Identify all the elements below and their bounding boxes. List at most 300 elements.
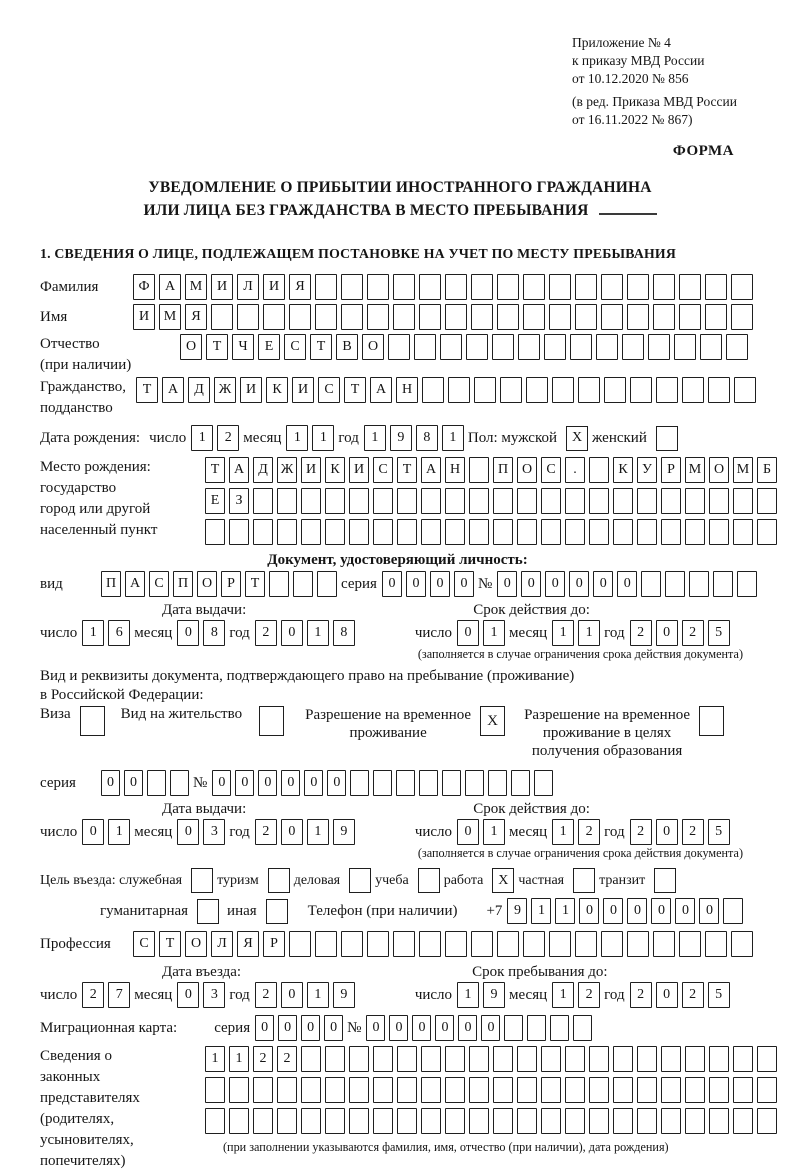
char-cell[interactable] — [518, 334, 540, 360]
char-cell[interactable] — [349, 1077, 369, 1103]
char-cell[interactable] — [565, 1108, 585, 1134]
char-cell[interactable] — [301, 519, 321, 545]
char-cell[interactable] — [421, 519, 441, 545]
char-cell[interactable]: 0 — [656, 982, 678, 1008]
char-cell[interactable]: 1 — [307, 620, 329, 646]
char-cell[interactable] — [613, 1108, 633, 1134]
char-cell[interactable] — [419, 274, 441, 300]
char-cell[interactable] — [469, 1108, 489, 1134]
char-cell[interactable]: Б — [757, 457, 777, 483]
char-cell[interactable]: М — [159, 304, 181, 330]
char-cell[interactable] — [575, 931, 597, 957]
char-cell[interactable]: 5 — [708, 982, 730, 1008]
char-cell[interactable]: Л — [211, 931, 233, 957]
char-cell[interactable] — [733, 488, 753, 514]
char-cell[interactable]: А — [159, 274, 181, 300]
char-cell[interactable]: И — [263, 274, 285, 300]
char-cell[interactable]: И — [301, 457, 321, 483]
purpose-private-checkbox[interactable] — [573, 868, 595, 893]
char-cell[interactable]: 0 — [212, 770, 231, 796]
char-cell[interactable] — [315, 304, 337, 330]
residence-permit-checkbox[interactable] — [259, 706, 284, 736]
char-cell[interactable]: А — [370, 377, 392, 403]
char-cell[interactable]: 2 — [682, 620, 704, 646]
char-cell[interactable] — [613, 1046, 633, 1072]
char-cell[interactable] — [685, 1046, 705, 1072]
char-cell[interactable] — [757, 488, 777, 514]
char-cell[interactable]: 1 — [457, 982, 479, 1008]
char-cell[interactable] — [414, 334, 436, 360]
char-cell[interactable] — [469, 1046, 489, 1072]
char-cell[interactable]: К — [325, 457, 345, 483]
char-cell[interactable] — [419, 770, 438, 796]
char-cell[interactable] — [601, 274, 623, 300]
char-cell[interactable]: 8 — [416, 425, 438, 451]
char-cell[interactable]: 0 — [281, 819, 303, 845]
char-cell[interactable]: А — [162, 377, 184, 403]
char-cell[interactable] — [388, 334, 410, 360]
char-cell[interactable] — [653, 304, 675, 330]
female-checkbox[interactable] — [656, 426, 678, 451]
char-cell[interactable] — [325, 488, 345, 514]
char-cell[interactable]: 0 — [177, 819, 199, 845]
char-cell[interactable] — [705, 931, 727, 957]
char-cell[interactable]: 1 — [191, 425, 213, 451]
char-cell[interactable] — [350, 770, 369, 796]
char-cell[interactable]: Т — [159, 931, 181, 957]
char-cell[interactable] — [211, 304, 233, 330]
char-cell[interactable] — [661, 1108, 681, 1134]
visa-checkbox[interactable] — [80, 706, 105, 736]
char-cell[interactable] — [517, 488, 537, 514]
char-cell[interactable] — [229, 1108, 249, 1134]
char-cell[interactable]: 0 — [327, 770, 346, 796]
char-cell[interactable]: Р — [221, 571, 241, 597]
char-cell[interactable] — [622, 334, 644, 360]
char-cell[interactable] — [469, 1077, 489, 1103]
char-cell[interactable] — [269, 571, 289, 597]
char-cell[interactable] — [575, 274, 597, 300]
char-cell[interactable]: 0 — [497, 571, 517, 597]
char-cell[interactable]: 1 — [286, 425, 308, 451]
char-cell[interactable] — [349, 1046, 369, 1072]
char-cell[interactable]: Р — [263, 931, 285, 957]
char-cell[interactable] — [613, 488, 633, 514]
char-cell[interactable] — [573, 1015, 592, 1041]
char-cell[interactable] — [445, 1108, 465, 1134]
char-cell[interactable] — [277, 488, 297, 514]
char-cell[interactable]: 2 — [253, 1046, 273, 1072]
char-cell[interactable]: 3 — [203, 982, 225, 1008]
char-cell[interactable] — [393, 931, 415, 957]
char-cell[interactable] — [325, 519, 345, 545]
char-cell[interactable]: Т — [136, 377, 158, 403]
char-cell[interactable] — [170, 770, 189, 796]
char-cell[interactable] — [656, 377, 678, 403]
char-cell[interactable] — [493, 488, 513, 514]
char-cell[interactable] — [731, 274, 753, 300]
char-cell[interactable] — [301, 1077, 321, 1103]
char-cell[interactable] — [293, 571, 313, 597]
char-cell[interactable] — [445, 931, 467, 957]
char-cell[interactable] — [397, 1077, 417, 1103]
char-cell[interactable]: 0 — [281, 770, 300, 796]
char-cell[interactable] — [301, 488, 321, 514]
char-cell[interactable] — [544, 334, 566, 360]
char-cell[interactable] — [565, 1077, 585, 1103]
purpose-study-checkbox[interactable] — [418, 868, 440, 893]
char-cell[interactable] — [679, 274, 701, 300]
char-cell[interactable]: 1 — [555, 898, 575, 924]
char-cell[interactable]: 0 — [458, 1015, 477, 1041]
char-cell[interactable] — [373, 1108, 393, 1134]
char-cell[interactable]: 0 — [281, 982, 303, 1008]
purpose-business-checkbox[interactable] — [349, 868, 371, 893]
temp-residence-checkbox[interactable]: X — [480, 706, 505, 736]
char-cell[interactable] — [726, 334, 748, 360]
char-cell[interactable] — [653, 931, 675, 957]
char-cell[interactable]: 1 — [578, 620, 600, 646]
char-cell[interactable] — [705, 274, 727, 300]
char-cell[interactable] — [589, 1077, 609, 1103]
char-cell[interactable] — [637, 1046, 657, 1072]
char-cell[interactable]: 0 — [177, 620, 199, 646]
char-cell[interactable]: 0 — [324, 1015, 343, 1041]
char-cell[interactable]: 1 — [312, 425, 334, 451]
char-cell[interactable]: 2 — [255, 982, 277, 1008]
char-cell[interactable]: 0 — [258, 770, 277, 796]
char-cell[interactable] — [253, 488, 273, 514]
char-cell[interactable]: К — [266, 377, 288, 403]
char-cell[interactable] — [349, 519, 369, 545]
char-cell[interactable]: Ч — [232, 334, 254, 360]
char-cell[interactable]: А — [229, 457, 249, 483]
char-cell[interactable] — [421, 1108, 441, 1134]
char-cell[interactable] — [565, 488, 585, 514]
char-cell[interactable]: 2 — [630, 620, 652, 646]
purpose-work-checkbox[interactable]: X — [492, 868, 514, 893]
char-cell[interactable] — [325, 1108, 345, 1134]
char-cell[interactable]: 2 — [255, 620, 277, 646]
char-cell[interactable] — [277, 1108, 297, 1134]
char-cell[interactable]: 0 — [627, 898, 647, 924]
char-cell[interactable] — [465, 770, 484, 796]
char-cell[interactable]: 2 — [277, 1046, 297, 1072]
char-cell[interactable]: Е — [205, 488, 225, 514]
char-cell[interactable] — [549, 931, 571, 957]
char-cell[interactable] — [471, 304, 493, 330]
char-cell[interactable]: 1 — [307, 982, 329, 1008]
char-cell[interactable] — [471, 931, 493, 957]
char-cell[interactable] — [500, 377, 522, 403]
char-cell[interactable] — [471, 274, 493, 300]
char-cell[interactable]: 1 — [442, 425, 464, 451]
char-cell[interactable] — [552, 377, 574, 403]
char-cell[interactable] — [627, 274, 649, 300]
char-cell[interactable] — [627, 304, 649, 330]
char-cell[interactable]: 0 — [481, 1015, 500, 1041]
temp-residence-edu-checkbox[interactable] — [699, 706, 724, 736]
char-cell[interactable]: С — [149, 571, 169, 597]
char-cell[interactable] — [523, 931, 545, 957]
char-cell[interactable]: 0 — [101, 770, 120, 796]
char-cell[interactable] — [613, 519, 633, 545]
char-cell[interactable]: 0 — [656, 819, 678, 845]
char-cell[interactable] — [613, 1077, 633, 1103]
char-cell[interactable] — [253, 519, 273, 545]
char-cell[interactable]: 2 — [630, 982, 652, 1008]
char-cell[interactable] — [709, 1046, 729, 1072]
char-cell[interactable] — [550, 1015, 569, 1041]
char-cell[interactable] — [589, 519, 609, 545]
char-cell[interactable] — [393, 274, 415, 300]
char-cell[interactable]: 2 — [682, 819, 704, 845]
char-cell[interactable]: 0 — [255, 1015, 274, 1041]
char-cell[interactable] — [349, 488, 369, 514]
char-cell[interactable] — [397, 488, 417, 514]
char-cell[interactable] — [497, 274, 519, 300]
char-cell[interactable] — [497, 931, 519, 957]
char-cell[interactable]: Т — [245, 571, 265, 597]
char-cell[interactable]: 1 — [552, 819, 574, 845]
char-cell[interactable] — [373, 1046, 393, 1072]
char-cell[interactable] — [504, 1015, 523, 1041]
char-cell[interactable] — [733, 1108, 753, 1134]
char-cell[interactable]: 0 — [545, 571, 565, 597]
char-cell[interactable] — [277, 519, 297, 545]
char-cell[interactable] — [445, 304, 467, 330]
char-cell[interactable] — [442, 770, 461, 796]
char-cell[interactable] — [523, 304, 545, 330]
char-cell[interactable]: О — [197, 571, 217, 597]
char-cell[interactable]: 1 — [108, 819, 130, 845]
char-cell[interactable] — [341, 274, 363, 300]
char-cell[interactable] — [445, 274, 467, 300]
char-cell[interactable] — [661, 1077, 681, 1103]
char-cell[interactable] — [367, 304, 389, 330]
char-cell[interactable] — [517, 1077, 537, 1103]
char-cell[interactable] — [709, 488, 729, 514]
char-cell[interactable] — [733, 519, 753, 545]
char-cell[interactable] — [709, 519, 729, 545]
char-cell[interactable] — [665, 571, 685, 597]
char-cell[interactable] — [637, 488, 657, 514]
char-cell[interactable] — [565, 1046, 585, 1072]
char-cell[interactable] — [604, 377, 626, 403]
char-cell[interactable] — [731, 931, 753, 957]
char-cell[interactable] — [469, 457, 489, 483]
char-cell[interactable] — [493, 1108, 513, 1134]
char-cell[interactable] — [325, 1077, 345, 1103]
char-cell[interactable]: 9 — [333, 819, 355, 845]
char-cell[interactable] — [541, 1077, 561, 1103]
char-cell[interactable]: С — [133, 931, 155, 957]
char-cell[interactable] — [757, 519, 777, 545]
char-cell[interactable]: 9 — [507, 898, 527, 924]
char-cell[interactable]: 0 — [699, 898, 719, 924]
char-cell[interactable] — [397, 519, 417, 545]
char-cell[interactable]: М — [685, 457, 705, 483]
char-cell[interactable] — [205, 1108, 225, 1134]
char-cell[interactable]: 0 — [382, 571, 402, 597]
char-cell[interactable] — [541, 1108, 561, 1134]
char-cell[interactable]: 3 — [203, 819, 225, 845]
char-cell[interactable]: 9 — [390, 425, 412, 451]
char-cell[interactable]: 0 — [603, 898, 623, 924]
char-cell[interactable] — [700, 334, 722, 360]
char-cell[interactable]: З — [229, 488, 249, 514]
char-cell[interactable] — [575, 304, 597, 330]
char-cell[interactable] — [589, 488, 609, 514]
char-cell[interactable] — [325, 1046, 345, 1072]
char-cell[interactable]: Т — [310, 334, 332, 360]
char-cell[interactable] — [565, 519, 585, 545]
char-cell[interactable] — [474, 377, 496, 403]
char-cell[interactable] — [440, 334, 462, 360]
char-cell[interactable] — [422, 377, 444, 403]
char-cell[interactable] — [445, 488, 465, 514]
char-cell[interactable] — [589, 1046, 609, 1072]
char-cell[interactable] — [637, 519, 657, 545]
char-cell[interactable] — [511, 770, 530, 796]
char-cell[interactable]: 0 — [593, 571, 613, 597]
char-cell[interactable] — [578, 377, 600, 403]
char-cell[interactable] — [517, 519, 537, 545]
char-cell[interactable]: 0 — [124, 770, 143, 796]
char-cell[interactable]: 1 — [531, 898, 551, 924]
char-cell[interactable] — [229, 1077, 249, 1103]
char-cell[interactable] — [685, 519, 705, 545]
char-cell[interactable]: Ф — [133, 274, 155, 300]
char-cell[interactable] — [393, 304, 415, 330]
char-cell[interactable]: 9 — [483, 982, 505, 1008]
char-cell[interactable]: 2 — [217, 425, 239, 451]
char-cell[interactable]: 2 — [630, 819, 652, 845]
char-cell[interactable]: 0 — [457, 620, 479, 646]
char-cell[interactable] — [641, 571, 661, 597]
char-cell[interactable] — [733, 1077, 753, 1103]
char-cell[interactable]: 1 — [364, 425, 386, 451]
char-cell[interactable]: О — [517, 457, 537, 483]
char-cell[interactable]: 1 — [229, 1046, 249, 1072]
char-cell[interactable]: Я — [185, 304, 207, 330]
char-cell[interactable]: 0 — [412, 1015, 431, 1041]
char-cell[interactable] — [757, 1077, 777, 1103]
char-cell[interactable]: 1 — [307, 819, 329, 845]
char-cell[interactable] — [277, 1077, 297, 1103]
char-cell[interactable] — [253, 1077, 273, 1103]
char-cell[interactable]: Т — [397, 457, 417, 483]
char-cell[interactable]: В — [336, 334, 358, 360]
char-cell[interactable] — [527, 1015, 546, 1041]
char-cell[interactable]: Л — [237, 274, 259, 300]
char-cell[interactable]: Т — [205, 457, 225, 483]
char-cell[interactable] — [723, 898, 743, 924]
purpose-other-checkbox[interactable] — [266, 899, 288, 924]
char-cell[interactable]: 0 — [569, 571, 589, 597]
char-cell[interactable] — [367, 274, 389, 300]
char-cell[interactable]: Е — [258, 334, 280, 360]
char-cell[interactable]: 0 — [281, 620, 303, 646]
char-cell[interactable]: 0 — [675, 898, 695, 924]
purpose-humanitarian-checkbox[interactable] — [197, 899, 219, 924]
char-cell[interactable] — [674, 334, 696, 360]
char-cell[interactable] — [263, 304, 285, 330]
char-cell[interactable]: И — [349, 457, 369, 483]
char-cell[interactable] — [549, 304, 571, 330]
char-cell[interactable]: 8 — [333, 620, 355, 646]
char-cell[interactable] — [517, 1108, 537, 1134]
char-cell[interactable] — [493, 1046, 513, 1072]
char-cell[interactable] — [237, 304, 259, 330]
char-cell[interactable]: 6 — [108, 620, 130, 646]
char-cell[interactable] — [734, 377, 756, 403]
char-cell[interactable]: И — [133, 304, 155, 330]
char-cell[interactable]: 2 — [578, 819, 600, 845]
char-cell[interactable] — [534, 770, 553, 796]
char-cell[interactable] — [493, 519, 513, 545]
char-cell[interactable]: 0 — [617, 571, 637, 597]
char-cell[interactable] — [445, 1077, 465, 1103]
char-cell[interactable]: Н — [445, 457, 465, 483]
char-cell[interactable] — [708, 377, 730, 403]
char-cell[interactable]: 1 — [483, 819, 505, 845]
char-cell[interactable] — [396, 770, 415, 796]
char-cell[interactable] — [469, 488, 489, 514]
char-cell[interactable]: Я — [237, 931, 259, 957]
char-cell[interactable] — [397, 1108, 417, 1134]
char-cell[interactable] — [517, 1046, 537, 1072]
char-cell[interactable]: 7 — [108, 982, 130, 1008]
char-cell[interactable]: 1 — [205, 1046, 225, 1072]
char-cell[interactable] — [679, 304, 701, 330]
char-cell[interactable]: Я — [289, 274, 311, 300]
char-cell[interactable] — [757, 1108, 777, 1134]
char-cell[interactable] — [205, 519, 225, 545]
male-checkbox[interactable]: X — [566, 426, 588, 451]
char-cell[interactable]: 0 — [366, 1015, 385, 1041]
char-cell[interactable] — [679, 931, 701, 957]
char-cell[interactable]: Т — [344, 377, 366, 403]
char-cell[interactable] — [289, 304, 311, 330]
char-cell[interactable]: А — [125, 571, 145, 597]
char-cell[interactable] — [733, 1046, 753, 1072]
char-cell[interactable] — [445, 519, 465, 545]
char-cell[interactable] — [373, 1077, 393, 1103]
char-cell[interactable]: О — [709, 457, 729, 483]
char-cell[interactable] — [549, 274, 571, 300]
char-cell[interactable] — [419, 931, 441, 957]
char-cell[interactable] — [682, 377, 704, 403]
char-cell[interactable] — [147, 770, 166, 796]
char-cell[interactable]: 0 — [656, 620, 678, 646]
char-cell[interactable] — [731, 304, 753, 330]
char-cell[interactable] — [497, 304, 519, 330]
char-cell[interactable]: И — [211, 274, 233, 300]
char-cell[interactable]: 0 — [651, 898, 671, 924]
char-cell[interactable]: 0 — [389, 1015, 408, 1041]
char-cell[interactable]: 0 — [301, 1015, 320, 1041]
char-cell[interactable]: 0 — [177, 982, 199, 1008]
char-cell[interactable]: 1 — [552, 620, 574, 646]
char-cell[interactable]: 2 — [82, 982, 104, 1008]
char-cell[interactable]: М — [733, 457, 753, 483]
char-cell[interactable]: У — [637, 457, 657, 483]
char-cell[interactable] — [737, 571, 757, 597]
char-cell[interactable]: 0 — [435, 1015, 454, 1041]
char-cell[interactable] — [627, 931, 649, 957]
char-cell[interactable]: 0 — [521, 571, 541, 597]
